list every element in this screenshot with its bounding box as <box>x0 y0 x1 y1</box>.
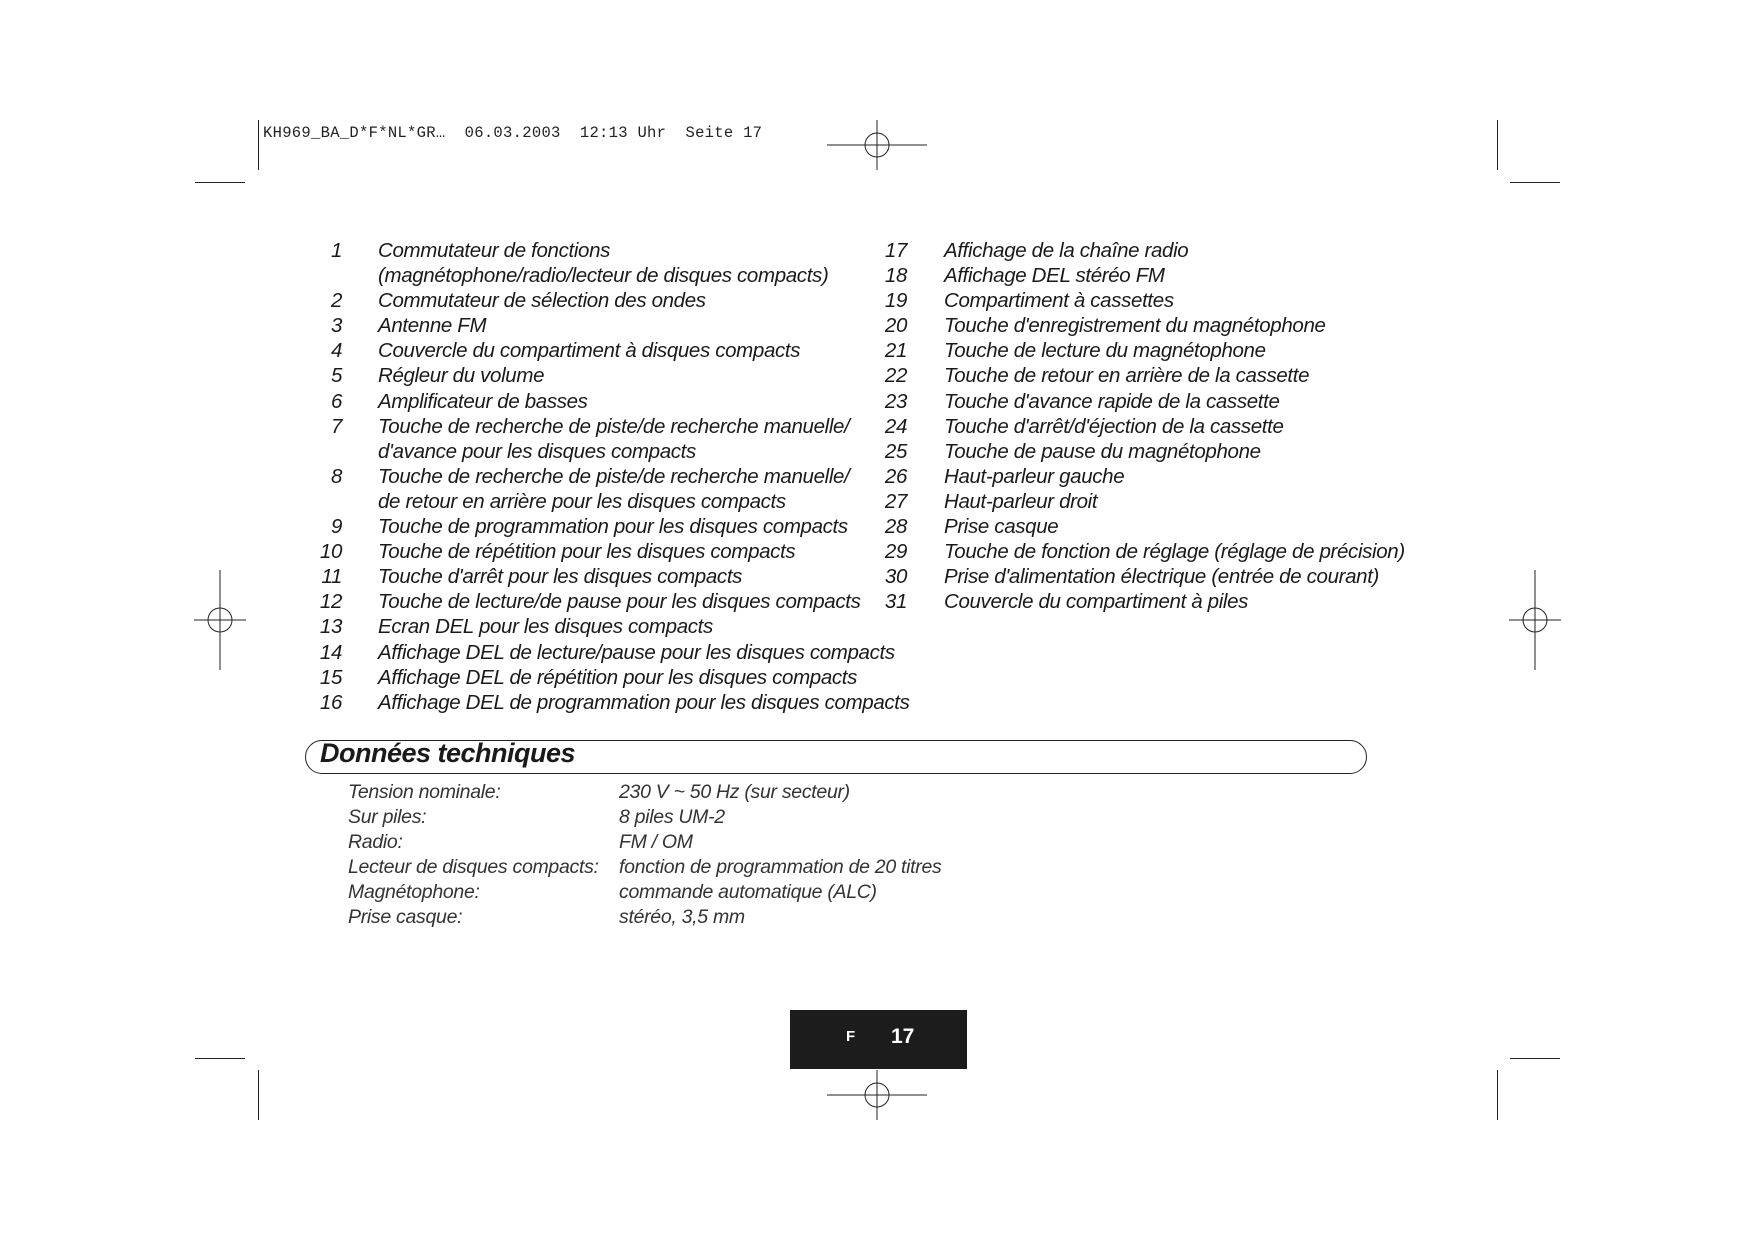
item-number: 11 <box>321 565 342 589</box>
item-number: 22 <box>884 364 907 388</box>
list-item <box>872 288 1405 313</box>
item-number: 8 <box>330 464 342 488</box>
list-item <box>312 263 910 288</box>
item-label: Haut-parleur gauche <box>944 464 1125 488</box>
item-label: Affichage de la chaîne radio <box>944 239 1189 262</box>
item-label: (magnétophone/radio/lecteur de disques compacts) <box>378 264 829 288</box>
spec-value: FM / OM <box>619 831 693 854</box>
table-row <box>348 805 941 830</box>
registration-mark-bottom <box>827 1070 927 1120</box>
item-number: 2 <box>330 289 342 313</box>
item-label: Touche de programmation pour les disques compacts <box>378 515 848 539</box>
list-item <box>312 640 910 665</box>
item-label: Touche de lecture/de pause pour les disques compacts <box>378 590 861 614</box>
item-number: 3 <box>330 314 342 338</box>
list-item <box>312 489 910 514</box>
item-label: Touche de recherche de piste/de recherche manuelle/ <box>378 414 850 438</box>
item-number: 14 <box>319 640 342 664</box>
item-number: 21 <box>884 339 907 363</box>
item-label: Prise d'alimentation électrique (entrée de courant) <box>944 565 1380 589</box>
list-item <box>872 489 1405 514</box>
item-number: 16 <box>319 690 342 714</box>
list-item <box>312 690 910 715</box>
page-number-box <box>790 1010 967 1069</box>
registration-mark-right <box>1509 570 1561 670</box>
item-label: Couvercle du compartiment à disques compacts <box>378 339 801 363</box>
list-item <box>872 464 1405 489</box>
item-number: 28 <box>884 515 907 539</box>
item-number <box>312 263 342 288</box>
item-number: 19 <box>884 289 907 313</box>
list-item <box>312 313 910 338</box>
item-label: Touche d'enregistrement du magnétophone <box>944 314 1326 338</box>
item-number: 10 <box>319 540 342 564</box>
item-label: Prise casque <box>944 515 1059 539</box>
print-slug: KH969_BA_D*F*NL*GR… 06.03.2003 12:13 Uhr Seite 17 <box>263 124 763 142</box>
spec-key: Lecteur de disques compacts: <box>348 856 599 879</box>
list-item <box>312 464 910 489</box>
list-item <box>872 439 1405 464</box>
item-number: 9 <box>330 515 342 539</box>
item-number: 6 <box>330 389 342 413</box>
list-item <box>312 589 910 614</box>
list-item <box>312 564 910 589</box>
item-label: Commutateur de fonctions <box>378 239 611 262</box>
item-label: Affichage DEL de répétition pour les disques compacts <box>378 665 858 689</box>
specs-table <box>348 780 941 931</box>
item-label: Touche de recherche de piste/de recherche manuelle/ <box>378 464 850 488</box>
list-item <box>312 238 910 263</box>
item-number: 17 <box>884 239 907 262</box>
list-item <box>312 414 910 439</box>
spec-key: Prise casque: <box>348 906 463 929</box>
table-row <box>348 780 941 805</box>
list-item <box>312 338 910 363</box>
spec-value: commande automatique (ALC) <box>619 881 877 904</box>
list-item <box>872 414 1405 439</box>
spec-key: Sur piles: <box>348 806 427 829</box>
item-number: 25 <box>884 439 907 463</box>
list-item <box>872 363 1405 388</box>
item-number: 31 <box>884 590 907 614</box>
list-item <box>312 514 910 539</box>
item-number: 30 <box>884 565 907 589</box>
item-label: Compartiment à cassettes <box>944 289 1174 313</box>
list-item <box>872 589 1405 614</box>
item-label: Antenne FM <box>378 314 487 338</box>
item-number: 5 <box>330 364 342 388</box>
section-title: Données techniques <box>320 738 576 768</box>
item-label: Affichage DEL de lecture/pause pour les disques compacts <box>378 640 895 664</box>
list-item <box>872 338 1405 363</box>
table-row <box>348 855 941 880</box>
registration-mark-top <box>827 120 927 170</box>
item-label: Affichage DEL de programmation pour les disques compacts <box>378 690 910 714</box>
item-label: Touche de lecture du magnétophone <box>944 339 1266 363</box>
item-label: Touche d'avance rapide de la cassette <box>944 389 1280 413</box>
item-label: Couvercle du compartiment à piles <box>944 590 1249 614</box>
item-number: 7 <box>330 414 342 438</box>
table-row <box>348 905 941 930</box>
item-number: 27 <box>884 489 907 513</box>
item-label: Touche d'arrêt pour les disques compacts <box>378 565 743 589</box>
list-item <box>312 389 910 414</box>
list-item <box>872 389 1405 414</box>
item-number: 18 <box>884 264 907 288</box>
list-item <box>312 363 910 388</box>
list-item <box>872 514 1405 539</box>
page-number: 17 <box>891 1025 915 1048</box>
list-item <box>872 263 1405 288</box>
spec-value: 8 piles UM-2 <box>619 806 725 829</box>
list-item <box>312 288 910 313</box>
list-item <box>312 665 910 690</box>
item-label: Touche de pause du magnétophone <box>944 439 1261 463</box>
spec-value: 230 V ~ 50 Hz (sur secteur) <box>619 781 850 803</box>
item-number: 13 <box>319 615 342 639</box>
item-number: 12 <box>319 590 342 614</box>
item-number: 23 <box>884 389 907 413</box>
item-number: 15 <box>319 665 342 689</box>
item-number: 4 <box>330 339 342 363</box>
item-number <box>312 439 342 464</box>
item-label: Commutateur de sélection des ondes <box>378 289 706 313</box>
item-label: Affichage DEL stéréo FM <box>944 264 1165 288</box>
list-item <box>312 614 910 639</box>
item-label: Amplificateur de basses <box>378 389 588 413</box>
spec-key: Magnétophone: <box>348 881 480 904</box>
item-label: de retour en arrière pour les disques compacts <box>378 489 786 513</box>
item-label: Touche de répétition pour les disques compacts <box>378 540 796 564</box>
item-label: Touche de retour en arrière de la cassette <box>944 364 1310 388</box>
list-item <box>872 564 1405 589</box>
list-item <box>872 313 1405 338</box>
list-item <box>872 238 1405 263</box>
item-number: 24 <box>884 414 907 438</box>
parts-list-right <box>872 238 1405 614</box>
item-number: 26 <box>884 464 907 488</box>
item-label: Touche de fonction de réglage (réglage de précision) <box>944 540 1405 564</box>
list-item <box>312 539 910 564</box>
spec-value: stéréo, 3,5 mm <box>619 906 745 929</box>
list-item <box>872 539 1405 564</box>
list-item <box>312 439 910 464</box>
language-code: F <box>846 1028 856 1045</box>
item-label: Ecran DEL pour les disques compacts <box>378 615 713 639</box>
item-label: Haut-parleur droit <box>944 489 1098 513</box>
item-label: Régleur du volume <box>378 364 545 388</box>
item-label: d'avance pour les disques compacts <box>378 439 696 463</box>
spec-value: fonction de programmation de 20 titres <box>619 856 942 879</box>
spec-key: Radio: <box>348 831 403 854</box>
item-number: 1 <box>330 239 342 262</box>
registration-mark-left <box>194 570 246 670</box>
item-number: 20 <box>884 314 907 338</box>
item-number: 29 <box>884 540 907 564</box>
table-row <box>348 830 941 855</box>
item-number <box>312 489 342 514</box>
parts-list-left <box>312 238 910 715</box>
spec-key: Tension nominale: <box>348 781 501 803</box>
table-row <box>348 880 941 905</box>
item-label: Touche d'arrêt/d'éjection de la cassette <box>944 414 1284 438</box>
